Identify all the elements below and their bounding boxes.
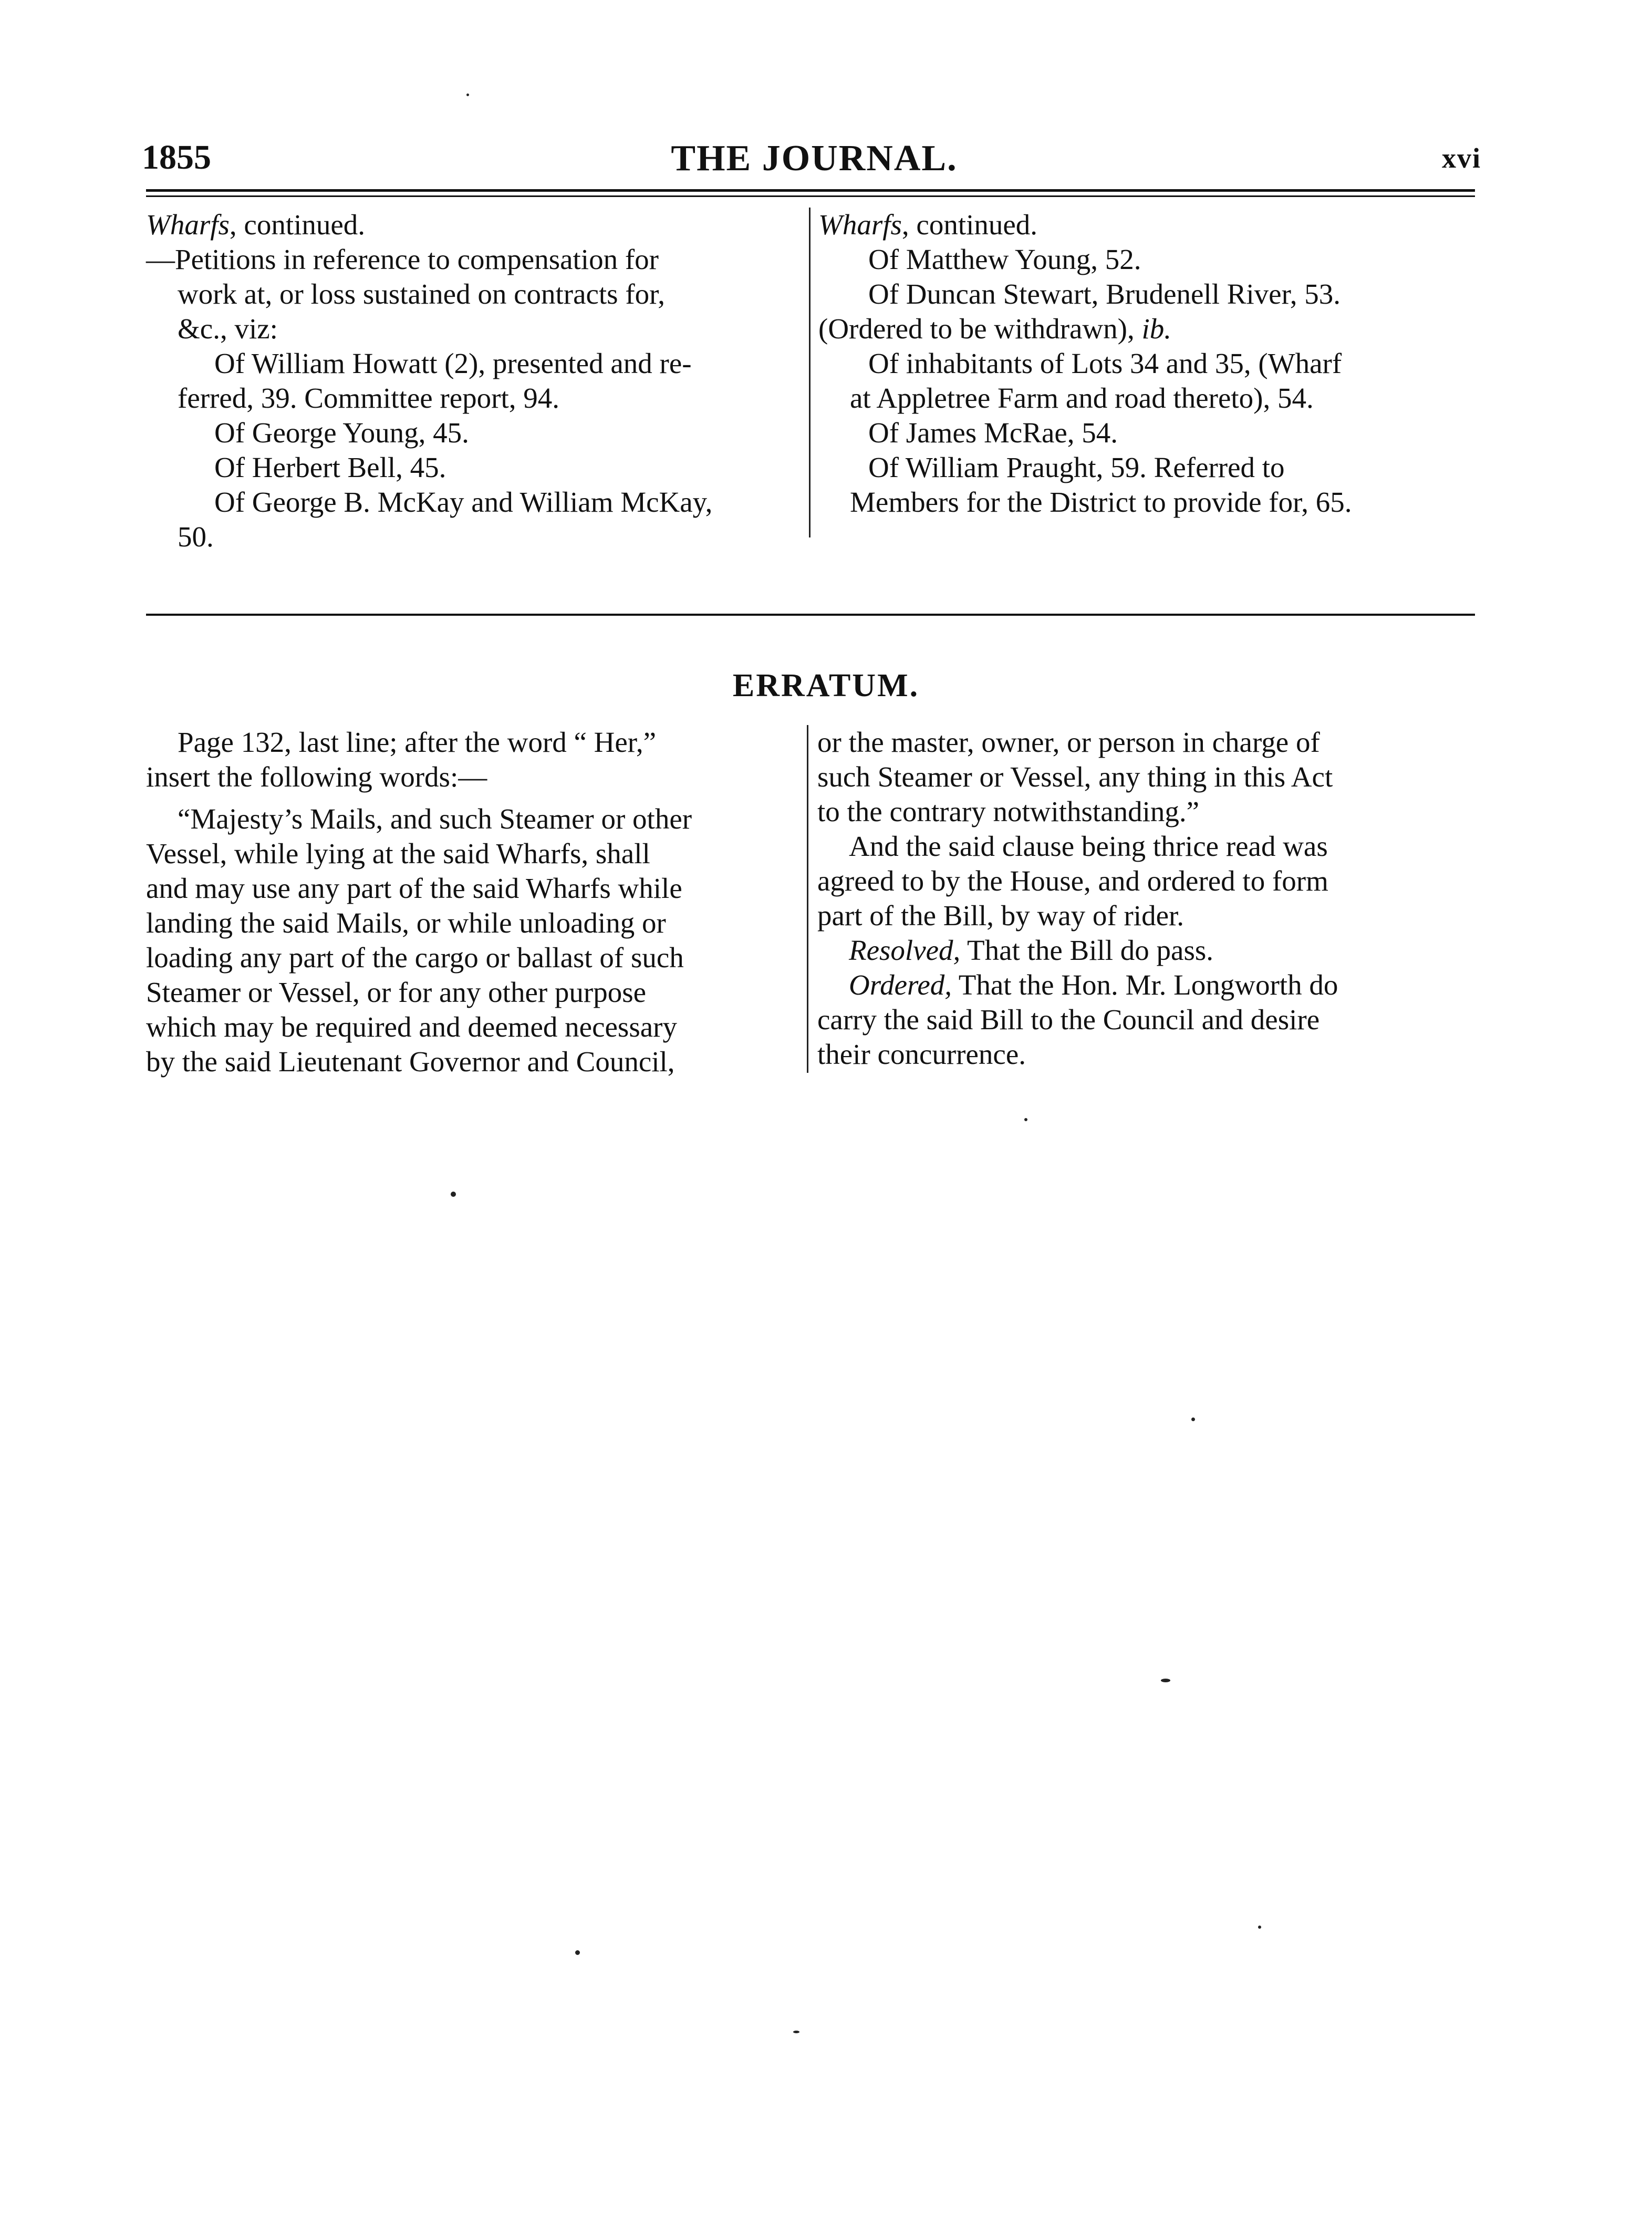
header-rule-thin — [146, 195, 1475, 197]
resolved-label: Resolved, — [849, 934, 961, 966]
heading-rest: , continued. — [229, 209, 366, 241]
scan-speck — [466, 94, 469, 96]
erratum-line: and may use any part of the said Wharfs while — [146, 872, 682, 904]
heading-rest: , continued. — [901, 209, 1038, 241]
index-entry-line: Of George Young, 45. — [214, 417, 469, 449]
scan-speck — [793, 2031, 799, 2033]
index-entry-line: Members for the District to provide for, 65. — [850, 486, 1352, 518]
column-divider — [809, 208, 811, 537]
entry-text: —Petitions in reference to compensation for — [146, 243, 659, 275]
index-entry-line: Of Duncan Stewart, Brudenell River, 53. — [868, 278, 1341, 310]
header-rule-thick — [146, 189, 1475, 192]
scan-speck — [1258, 1926, 1261, 1929]
scan-speck — [1191, 1417, 1195, 1421]
index-entry-line: Of James McRae, 54. — [868, 417, 1118, 449]
erratum-section — [146, 725, 1475, 1093]
erratum-line: part of the Bill, by way of rider. — [817, 899, 1185, 932]
scan-speck — [451, 1192, 456, 1197]
heading-italic: Wharfs — [146, 209, 230, 241]
ordered-text: That the Hon. Mr. Longworth do — [952, 969, 1338, 1001]
index-entry-line: Of William Praught, 59. Referred to — [868, 451, 1285, 483]
entry-text: (Ordered to be withdrawn), — [818, 313, 1142, 345]
erratum-line: carry the said Bill to the Council and desire — [817, 1003, 1320, 1036]
index-column-right — [818, 208, 1475, 520]
erratum-heading: ERRATUM. — [732, 668, 920, 703]
ordered-label: Ordered, — [849, 969, 952, 1001]
header-title: THE JOURNAL. — [671, 138, 958, 179]
index-entry-line: at Appletree Farm and road thereto), 54. — [850, 382, 1314, 414]
erratum-line: Page 132, last line; after the word “ Her,” — [178, 726, 657, 758]
erratum-line: landing the said Mails, or while unloading or — [146, 907, 666, 939]
erratum-line: or the master, owner, or person in charge of — [817, 726, 1320, 758]
erratum-line: such Steamer or Vessel, any thing in this Act — [817, 761, 1333, 793]
erratum-line: “Majesty’s Mails, and such Steamer or other — [178, 803, 692, 835]
erratum-line: insert the following words:— — [146, 761, 487, 793]
paragraph-gap — [146, 794, 797, 802]
index-section — [146, 208, 1475, 553]
erratum-column-left — [146, 725, 797, 1079]
index-heading — [146, 208, 803, 242]
erratum-line: to the contrary notwithstanding.” — [817, 795, 1200, 827]
index-entry-line: Of Herbert Bell, 45. — [214, 451, 446, 483]
ordered-line — [817, 968, 1475, 1002]
erratum-line: loading any part of the cargo or ballast of such — [146, 941, 684, 974]
index-entry-line: Of inhabitants of Lots 34 and 35, (Wharf — [868, 347, 1342, 379]
entry-italic: ib. — [1141, 313, 1172, 345]
heading-italic: Wharfs — [818, 209, 902, 241]
index-entry-line — [818, 312, 1475, 346]
index-heading — [818, 208, 1475, 242]
index-entry-line: 50. — [178, 521, 214, 553]
resolved-text: That the Bill do pass. — [960, 934, 1213, 966]
header-year: 1855 — [142, 138, 211, 177]
erratum-line: agreed to by the House, and ordered to form — [817, 865, 1328, 897]
erratum-line: which may be required and deemed necessary — [146, 1011, 677, 1043]
index-entry-line — [146, 242, 803, 277]
index-entry-line: ferred, 39. Committee report, 94. — [178, 382, 560, 414]
index-column-left — [146, 208, 803, 554]
erratum-line: Vessel, while lying at the said Wharfs, shall — [146, 837, 650, 870]
running-header — [142, 138, 1487, 185]
erratum-line: And the said clause being thrice read was — [849, 830, 1328, 862]
scan-speck — [1024, 1118, 1027, 1121]
erratum-line: their concurrence. — [817, 1038, 1026, 1070]
resolved-line — [817, 933, 1475, 968]
index-entry-line: Of George B. McKay and William McKay, — [214, 486, 713, 518]
erratum-column-right — [817, 725, 1475, 1072]
index-entry-line: &c., viz: — [178, 313, 278, 345]
index-entry-line: work at, or loss sustained on contracts for, — [178, 278, 666, 310]
header-page-number: xvi — [1441, 142, 1481, 174]
section-divider-rule — [146, 614, 1475, 616]
column-divider — [807, 725, 808, 1073]
index-entry-line: Of William Howatt (2), presented and re- — [214, 347, 692, 379]
index-entry-line: Of Matthew Young, 52. — [868, 243, 1141, 275]
scan-speck — [1161, 1679, 1170, 1682]
erratum-line: Steamer or Vessel, or for any other purpose — [146, 976, 647, 1008]
erratum-line: by the said Lieutenant Governor and Council, — [146, 1046, 675, 1078]
scan-speck — [575, 1950, 580, 1955]
